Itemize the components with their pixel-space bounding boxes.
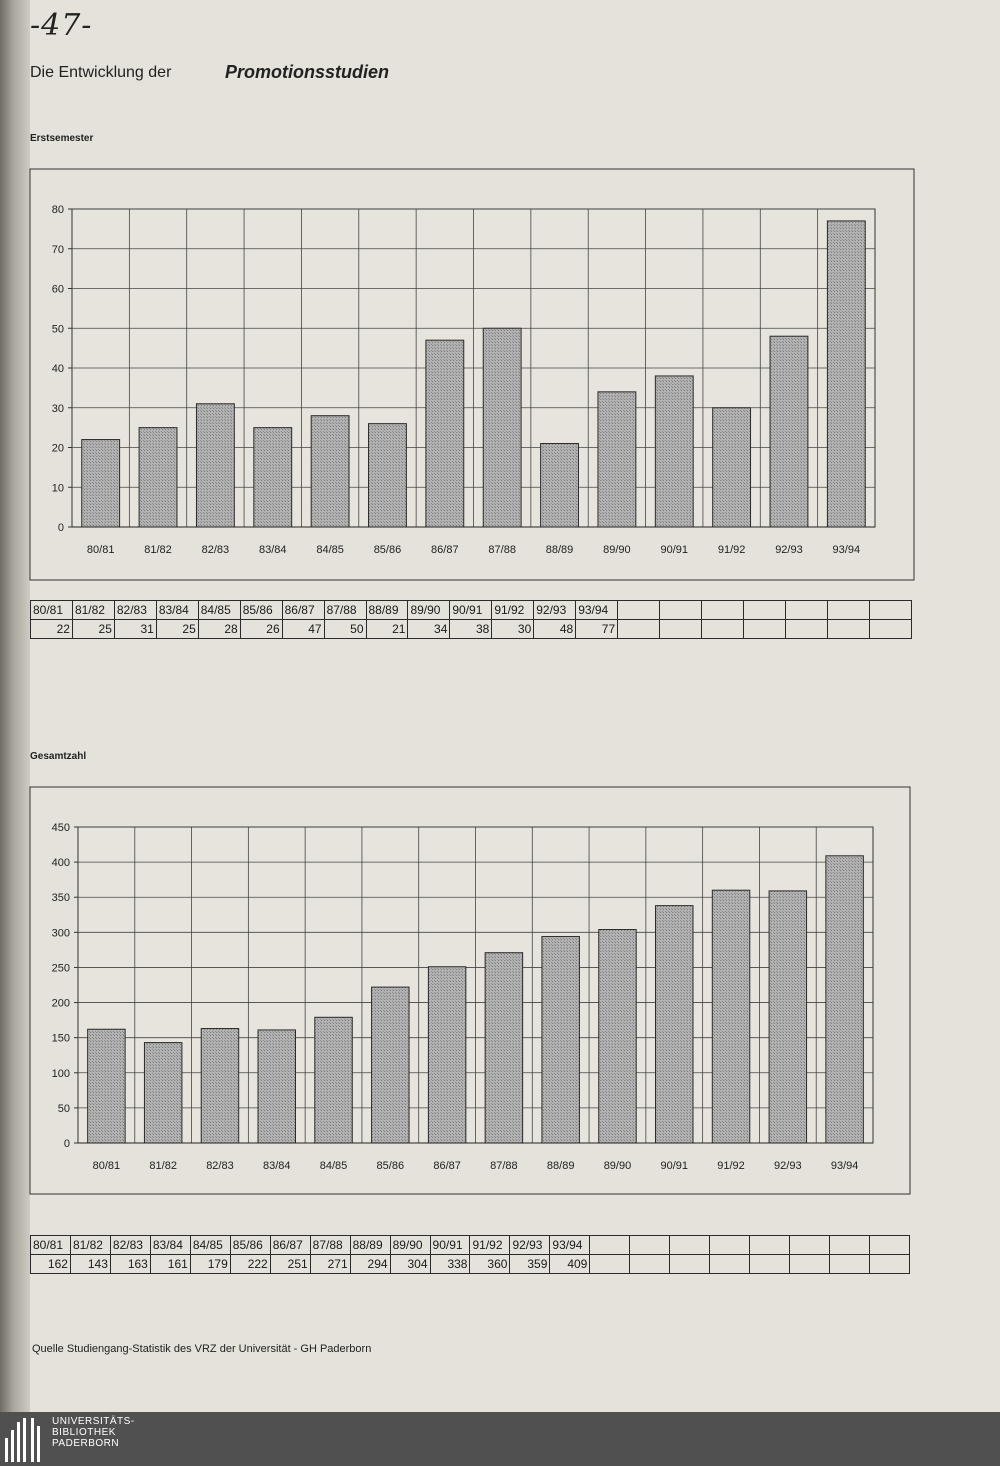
y-tick-label: 0 <box>63 1138 70 1150</box>
bar <box>426 340 464 527</box>
table-value-cell: 161 <box>150 1255 190 1274</box>
bar <box>428 967 465 1143</box>
table-header-cell: 91/92 <box>470 1236 510 1255</box>
table-header-cell: 92/93 <box>510 1236 550 1255</box>
y-tick-label: 40 <box>51 363 64 375</box>
x-tick-label: 91/92 <box>717 1160 745 1172</box>
table-empty-cell <box>743 620 785 639</box>
table-header-cell: 89/90 <box>390 1236 430 1255</box>
table-header-cell: 85/86 <box>230 1236 270 1255</box>
table-empty-cell <box>743 601 785 620</box>
bar <box>315 1017 352 1143</box>
table-empty-cell <box>785 620 827 639</box>
library-logo-text <box>52 1416 135 1449</box>
bar <box>485 953 522 1143</box>
y-tick-label: 100 <box>51 1067 70 1080</box>
table-value-cell: 294 <box>350 1255 390 1274</box>
y-tick-label: 300 <box>51 927 70 940</box>
table-value-cell: 22 <box>31 620 73 639</box>
bar <box>713 408 751 527</box>
bar <box>542 937 579 1143</box>
table-header-cell: 90/91 <box>430 1236 470 1255</box>
table-value-cell: 50 <box>324 620 366 639</box>
bar <box>372 987 409 1143</box>
data-table-gesamtzahl <box>30 1235 910 1274</box>
bar <box>541 444 579 527</box>
table-header-row <box>31 1236 910 1255</box>
table-value-cell: 26 <box>240 620 282 639</box>
x-tick-label: 81/82 <box>144 544 172 556</box>
x-tick-label: 89/90 <box>603 544 631 556</box>
x-tick-label: 92/93 <box>775 544 803 556</box>
y-tick-label: 70 <box>51 243 64 256</box>
table-header-cell: 81/82 <box>70 1236 110 1255</box>
table-empty-cell <box>702 601 744 620</box>
table-header-cell: 86/87 <box>270 1236 310 1255</box>
x-tick-label: 81/82 <box>149 1160 177 1172</box>
table-value-cell: 271 <box>310 1255 350 1274</box>
table-empty-cell <box>870 1255 910 1274</box>
table-header-cell: 81/82 <box>72 601 114 620</box>
x-tick-label: 84/85 <box>319 1160 348 1172</box>
y-tick-label: 150 <box>51 1032 70 1045</box>
bar <box>196 404 234 527</box>
y-tick-label: 350 <box>51 892 70 905</box>
table-header-cell: 80/81 <box>31 1236 71 1255</box>
table-header-cell: 88/89 <box>350 1236 390 1255</box>
x-tick-label: 87/88 <box>488 544 516 556</box>
bar <box>201 1029 238 1143</box>
table-value-cell: 38 <box>450 620 492 639</box>
table-empty-cell <box>710 1255 750 1274</box>
x-tick-label: 80/81 <box>92 1160 121 1172</box>
bar <box>88 1029 125 1143</box>
bar <box>827 221 865 527</box>
table-value-cell: 163 <box>110 1255 150 1274</box>
table-empty-cell <box>702 620 744 639</box>
table-empty-cell <box>660 620 702 639</box>
table-value-cell: 28 <box>198 620 240 639</box>
table-header-cell: 87/88 <box>310 1236 350 1255</box>
x-tick-label: 85/86 <box>376 1160 405 1172</box>
y-tick-label: 200 <box>51 997 70 1010</box>
x-tick-label: 80/81 <box>86 544 115 556</box>
x-tick-label: 91/92 <box>717 544 746 556</box>
table-header-cell: 83/84 <box>150 1236 190 1255</box>
table-value-cell: 31 <box>114 620 156 639</box>
table-value-cell: 25 <box>72 620 114 639</box>
table-value-cell: 222 <box>230 1255 270 1274</box>
table-value-cell: 77 <box>576 620 618 639</box>
table-empty-cell <box>827 601 869 620</box>
table-value-cell: 251 <box>270 1255 310 1274</box>
table-value-cell: 47 <box>282 620 324 639</box>
bar <box>258 1030 295 1143</box>
logo-line: PADERBORN <box>52 1438 120 1449</box>
y-tick-label: 20 <box>51 442 64 455</box>
table-value-cell: 48 <box>534 620 576 639</box>
x-tick-label: 83/84 <box>258 544 287 556</box>
x-tick-label: 89/90 <box>603 1160 632 1172</box>
table-header-cell: 84/85 <box>190 1236 230 1255</box>
table-value-cell: 143 <box>70 1255 110 1274</box>
x-tick-label: 92/93 <box>774 1160 802 1172</box>
bar <box>656 906 693 1143</box>
bar <box>599 930 636 1143</box>
table-value-row <box>31 620 912 639</box>
table-header-cell: 90/91 <box>450 601 492 620</box>
table-empty-cell <box>750 1255 790 1274</box>
data-table-erstsemester <box>30 600 912 639</box>
page-heading-subject: Promotionsstudien <box>225 62 390 82</box>
library-footer-bar <box>0 1412 1000 1466</box>
x-tick-label: 87/88 <box>490 1160 518 1172</box>
table-header-cell: 86/87 <box>282 601 324 620</box>
table-header-cell: 83/84 <box>156 601 198 620</box>
table-header-cell: 93/94 <box>576 601 618 620</box>
table-empty-cell <box>660 601 702 620</box>
y-tick-label: 50 <box>51 323 64 336</box>
y-tick-label: 0 <box>57 522 64 534</box>
table-empty-cell <box>790 1255 830 1274</box>
table-empty-cell <box>630 1255 670 1274</box>
y-tick-label: 50 <box>57 1102 70 1115</box>
table-header-cell: 85/86 <box>240 601 282 620</box>
bar <box>598 392 636 527</box>
chart-title-erstsemester: Erstsemester <box>30 133 94 144</box>
x-tick-label: 86/87 <box>433 1160 461 1172</box>
bar <box>254 428 292 527</box>
table-value-cell: 360 <box>470 1255 510 1274</box>
x-tick-label: 90/91 <box>660 1160 689 1172</box>
table-value-cell: 25 <box>156 620 198 639</box>
table-empty-cell <box>670 1236 710 1255</box>
table-header-cell: 93/94 <box>550 1236 590 1255</box>
table-header-cell: 88/89 <box>366 601 408 620</box>
x-tick-label: 93/94 <box>830 1160 859 1172</box>
bar <box>369 424 407 527</box>
table-header-cell: 82/83 <box>110 1236 150 1255</box>
x-tick-label: 84/85 <box>316 544 344 556</box>
table-empty-cell <box>670 1255 710 1274</box>
table-value-row <box>31 1255 910 1274</box>
y-tick-label: 80 <box>51 204 64 216</box>
table-empty-cell <box>710 1236 750 1255</box>
table-empty-cell <box>830 1236 870 1255</box>
table-value-cell: 162 <box>31 1255 71 1274</box>
bar <box>712 890 749 1143</box>
table-empty-cell <box>785 601 827 620</box>
table-empty-cell <box>869 620 911 639</box>
table-header-cell: 92/93 <box>534 601 576 620</box>
table-header-cell: 80/81 <box>31 601 73 620</box>
table-empty-cell <box>827 620 869 639</box>
library-logo-icon <box>5 1418 45 1462</box>
x-tick-label: 90/91 <box>660 544 689 556</box>
table-empty-cell <box>590 1236 630 1255</box>
bar <box>144 1043 181 1143</box>
bar <box>139 428 177 527</box>
table-empty-cell <box>590 1255 630 1274</box>
x-tick-label: 85/86 <box>373 544 402 556</box>
y-tick-label: 400 <box>51 857 70 870</box>
x-tick-label: 86/87 <box>431 544 459 556</box>
x-tick-label: 88/89 <box>545 544 574 556</box>
table-value-cell: 409 <box>550 1255 590 1274</box>
bar <box>82 440 120 527</box>
x-tick-label: 88/89 <box>546 1160 575 1172</box>
bar <box>655 376 693 527</box>
table-value-cell: 304 <box>390 1255 430 1274</box>
table-empty-cell <box>750 1236 790 1255</box>
bar <box>483 328 521 527</box>
table-empty-cell <box>790 1236 830 1255</box>
page-heading-prefix: Die Entwicklung der <box>30 64 172 81</box>
bar <box>826 856 863 1143</box>
table-empty-cell <box>830 1255 870 1274</box>
bar <box>311 416 349 527</box>
logo-line: UNIVERSITÄTS- <box>52 1416 135 1427</box>
table-header-cell: 89/90 <box>408 601 450 620</box>
table-empty-cell <box>618 601 660 620</box>
x-tick-label: 93/94 <box>832 544 861 556</box>
y-tick-label: 60 <box>51 283 64 296</box>
y-tick-label: 250 <box>51 962 70 975</box>
y-tick-label: 30 <box>51 402 64 415</box>
y-tick-label: 10 <box>51 482 64 495</box>
table-header-cell: 91/92 <box>492 601 534 620</box>
table-header-row <box>31 601 912 620</box>
x-tick-label: 82/83 <box>206 1160 234 1172</box>
bar <box>770 336 808 527</box>
table-header-cell: 82/83 <box>114 601 156 620</box>
table-value-cell: 34 <box>408 620 450 639</box>
table-value-cell: 21 <box>366 620 408 639</box>
table-value-cell: 179 <box>190 1255 230 1274</box>
table-header-cell: 84/85 <box>198 601 240 620</box>
chart-title-gesamtzahl: Gesamtzahl <box>30 751 87 762</box>
table-empty-cell <box>869 601 911 620</box>
table-value-cell: 30 <box>492 620 534 639</box>
logo-line: BIBLIOTHEK <box>52 1427 116 1438</box>
table-value-cell: 359 <box>510 1255 550 1274</box>
table-value-cell: 338 <box>430 1255 470 1274</box>
table-empty-cell <box>630 1236 670 1255</box>
page-number: -47- <box>30 8 93 43</box>
source-note: Quelle Studiengang-Statistik des VRZ der Universität - GH Paderborn <box>32 1343 372 1355</box>
x-tick-label: 83/84 <box>262 1160 291 1172</box>
table-empty-cell <box>618 620 660 639</box>
y-tick-label: 450 <box>51 822 70 834</box>
bar <box>769 891 806 1143</box>
table-header-cell: 87/88 <box>324 601 366 620</box>
table-empty-cell <box>870 1236 910 1255</box>
x-tick-label: 82/83 <box>201 544 230 556</box>
